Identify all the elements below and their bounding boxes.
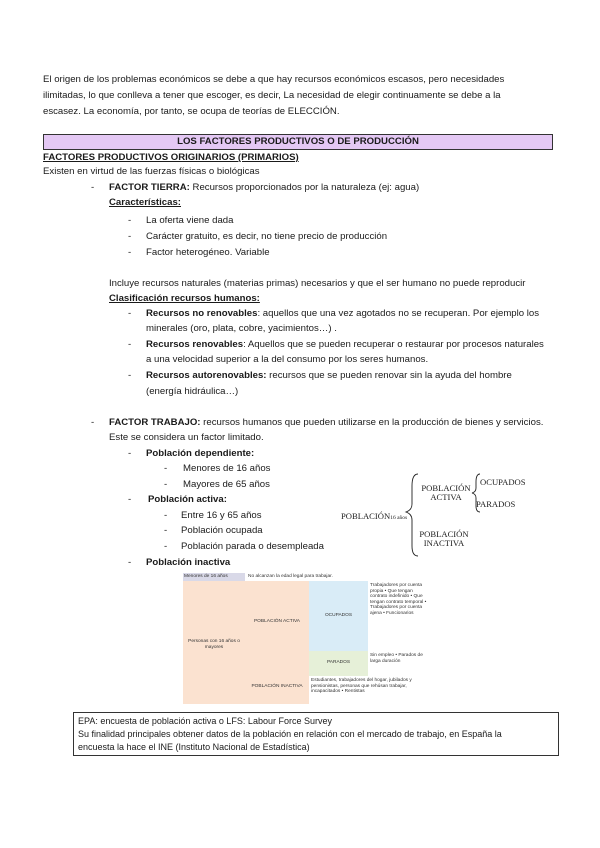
inactiva-label: Población inactiva xyxy=(146,557,231,568)
bullet-dash: - xyxy=(91,417,95,428)
diagram-root-label: POBLACIÓN xyxy=(341,511,391,521)
renovables-line-1 xyxy=(146,338,544,352)
bullet-dash: - xyxy=(164,463,168,474)
trabajo-desc: recursos humanos que pueden utilizarse en la producción de bienes y servicios. xyxy=(200,417,544,428)
bullet-dash: - xyxy=(128,308,132,319)
dependiente-item: Menores de 16 años xyxy=(183,463,271,474)
population-table xyxy=(183,573,432,704)
intro-line-1: El origen de los problemas económicos se debe a que hay recursos económicos escasos, pero necesidades xyxy=(43,74,505,85)
bullet-dash: - xyxy=(128,339,132,350)
section-title: LOS FACTORES PRODUCTIVOS O DE PRODUCCIÓN xyxy=(43,134,553,150)
bullet-dash: - xyxy=(128,247,132,258)
no-renovables-line-2: minerales (oro, plata, cobre, yacimientos…) . xyxy=(146,323,337,334)
epa-line-1: EPA: encuesta de población activa o LFS: Labour Force Survey xyxy=(78,716,332,726)
intro-line-3: escasez. La economía, por tanto, se ocupa de teorías de ELECCIÓN. xyxy=(43,106,340,117)
table-parados: PARADOS xyxy=(309,651,368,676)
renovables-title: Recursos renovables xyxy=(146,339,244,350)
renovables-line-2: a una velocidad superior a la del consumo por los seres humanos. xyxy=(146,354,429,365)
activa-item: Entre 16 y 65 años xyxy=(181,510,262,521)
diagram-root xyxy=(341,512,407,523)
table-top-right: No alcanzan la edad legal para trabajar. xyxy=(248,574,333,579)
epa-box xyxy=(73,712,559,756)
bullet-dash: - xyxy=(164,525,168,536)
table-ocupados-desc: Trabajadores por cuenta propia • Que tengan contrato indefinido • Que tengan contrato temporal • Trabajadores por cuenta ajena • Funcionarios xyxy=(368,581,432,651)
table-left-group: Personas con 16 años o mayores xyxy=(183,581,245,704)
caracteristica-item: Factor heterogéneo. Variable xyxy=(146,247,270,258)
tierra-incluye: Incluye recursos naturales (materias primas) necesarios y que el ser humano no puede reproducir xyxy=(109,278,526,289)
caracteristica-item: Carácter gratuito, es decir, no tiene precio de producción xyxy=(146,231,388,242)
tierra-desc: Recursos proporcionados por la naturaleza (ej: agua) xyxy=(189,182,420,193)
diagram-activa: POBLACIÓN ACTIVA xyxy=(421,483,471,502)
table-inactiva-desc: Estudiantes, trabajadores del hogar, jubilados y pensionistas, personas que rehúsan trabajar, incapacitados • Rentistas xyxy=(311,678,412,694)
table-activa: POBLACIÓN ACTIVA xyxy=(245,581,309,676)
diagram-inactiva: POBLACIÓN INACTIVA xyxy=(419,529,469,548)
bullet-dash: - xyxy=(128,494,132,505)
renovables-desc: : Aquellos que se pueden recuperar o restaurar por procesos naturales xyxy=(243,339,544,350)
no-renovables-line-1 xyxy=(146,307,539,321)
diagram-root-sub: 16 años xyxy=(390,515,408,521)
autorenovables-desc: recursos que se pueden renovar sin la ayuda del hombre xyxy=(266,370,512,381)
trabajo-line-2: Este se considera un factor limitado. xyxy=(109,432,264,443)
intro-line-2: ilimitadas, lo que conlleva a tener que escoger, es decir, La necesidad de elegir continuamente se debe a la xyxy=(43,90,501,101)
bullet-dash: - xyxy=(164,541,168,552)
epa-line-3: encuesta la hace el INE (Instituto Nacional de Estadística) xyxy=(78,742,310,752)
activa-item: Población ocupada xyxy=(181,525,263,536)
tierra-title: FACTOR TIERRA: xyxy=(109,182,190,193)
bullet-dash: - xyxy=(128,215,132,226)
tierra-line xyxy=(109,181,419,195)
autorenovables-title: Recursos autorenovables: xyxy=(146,370,267,381)
dependiente-label: Población dependiente: xyxy=(146,448,255,459)
bullet-dash: - xyxy=(128,370,132,381)
diagram-ocupados: OCUPADOS xyxy=(480,477,526,487)
no-renovables-desc: : aquellos que una vez agotados no se recuperan. Por ejemplo los xyxy=(257,308,540,319)
diagram-parados: PARADOS xyxy=(476,499,516,509)
no-renovables-title: Recursos no renovables xyxy=(146,308,258,319)
activa-item: Población parada o desempleada xyxy=(181,541,324,552)
subheading-desc: Existen en virtud de las fuerzas físicas o biológicas xyxy=(43,166,260,177)
epa-line-2: Su finalidad principales obtener datos de la población en relación con el mercado de trabajo, en España la xyxy=(78,729,502,739)
activa-label: Población activa: xyxy=(148,494,227,505)
autorenovables-line-2: (energía hidráulica…) xyxy=(146,386,239,397)
trabajo-line-1 xyxy=(109,416,543,430)
autorenovables-line-1 xyxy=(146,369,512,383)
table-ocupados: OCUPADOS xyxy=(309,581,368,651)
bullet-dash: - xyxy=(164,510,168,521)
bullet-dash: - xyxy=(128,231,132,242)
trabajo-title: FACTOR TRABAJO: xyxy=(109,417,201,428)
caracteristicas-label: Características: xyxy=(109,197,181,208)
table-parados-desc: Sin empleo • Parados de larga duración xyxy=(370,653,423,664)
caracteristica-item: La oferta viene dada xyxy=(146,215,234,226)
dependiente-item: Mayores de 65 años xyxy=(183,479,270,490)
bullet-dash: - xyxy=(164,479,168,490)
subheading: FACTORES PRODUCTIVOS ORIGINARIOS (PRIMARIOS) xyxy=(43,152,299,163)
table-top-left: Menores de 16 años xyxy=(183,573,245,581)
clasificacion-label: Clasificación recursos humanos: xyxy=(109,293,260,304)
table-inactiva: POBLACIÓN INACTIVA xyxy=(245,676,309,704)
bullet-dash: - xyxy=(91,182,95,193)
bullet-dash: - xyxy=(128,557,132,568)
bullet-dash: - xyxy=(128,448,132,459)
